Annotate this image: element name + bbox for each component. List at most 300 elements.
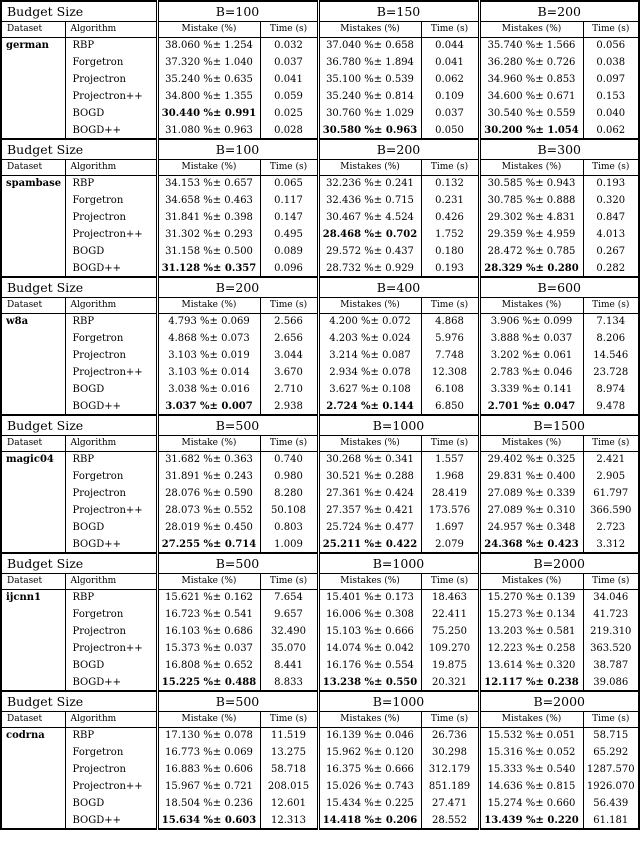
mistake-value: 2.701 %± 0.047 <box>479 398 583 415</box>
budget-value-cell: B=200 <box>318 139 479 159</box>
mistake-value: 35.100 %± 0.539 <box>318 71 421 88</box>
mistakes-header: Mistakes (%) <box>479 711 583 727</box>
time-value: 38.787 <box>583 657 639 674</box>
column-header-row <box>1 21 639 37</box>
mistake-value: 30.440 %± 0.991 <box>157 105 260 122</box>
time-header: Time (s) <box>583 711 639 727</box>
time-value: 0.041 <box>260 71 318 88</box>
mistake-value: 30.580 %± 0.963 <box>318 122 421 139</box>
time-header: Time (s) <box>260 21 318 37</box>
time-value: 22.411 <box>421 606 479 623</box>
mistake-value: 34.658 %± 0.463 <box>157 192 260 209</box>
time-header: Time (s) <box>421 21 479 37</box>
column-header-row <box>1 573 639 589</box>
mistake-value: 12.223 %± 0.258 <box>479 640 583 657</box>
mistake-value: 15.225 %± 0.488 <box>157 674 260 691</box>
budget-value-cell: B=200 <box>479 1 639 21</box>
mistake-value: 4.200 %± 0.072 <box>318 313 421 330</box>
mistake-value: 29.572 %± 0.437 <box>318 243 421 260</box>
time-value: 0.040 <box>583 105 639 122</box>
time-value: 9.478 <box>583 398 639 415</box>
time-value: 0.147 <box>260 209 318 226</box>
mistake-value: 25.211 %± 0.422 <box>318 536 421 553</box>
dataset-name: spambase <box>1 175 65 277</box>
time-value: 0.109 <box>421 88 479 105</box>
dataset-header: Dataset <box>1 21 65 37</box>
time-header: Time (s) <box>260 711 318 727</box>
mistake-value: 3.103 %± 0.014 <box>157 364 260 381</box>
mistake-value: 4.868 %± 0.073 <box>157 330 260 347</box>
time-value: 2.566 <box>260 313 318 330</box>
time-value: 851.189 <box>421 778 479 795</box>
budget-size-row <box>1 139 639 159</box>
mistakes-header: Mistakes (%) <box>479 297 583 313</box>
time-value: 35.070 <box>260 640 318 657</box>
time-value: 27.471 <box>421 795 479 812</box>
mistake-value: 4.203 %± 0.024 <box>318 330 421 347</box>
algorithm-row <box>1 105 639 122</box>
mistakes-header: Mistakes (%) <box>318 573 421 589</box>
algorithm-name: RBP <box>65 727 157 744</box>
mistake-value: 3.627 %± 0.108 <box>318 381 421 398</box>
time-value: 75.250 <box>421 623 479 640</box>
mistake-value: 15.316 %± 0.052 <box>479 744 583 761</box>
budget-size-label: Budget Size <box>1 691 157 711</box>
mistakes-header: Mistakes (%) <box>318 711 421 727</box>
algorithm-row <box>1 536 639 553</box>
mistake-value: 28.732 %± 0.929 <box>318 260 421 277</box>
time-value: 13.275 <box>260 744 318 761</box>
column-header-row <box>1 711 639 727</box>
time-value: 8.280 <box>260 485 318 502</box>
budget-value-cell: B=150 <box>318 1 479 21</box>
mistake-value: 29.402 %± 0.325 <box>479 451 583 468</box>
algorithm-name: Forgetron <box>65 468 157 485</box>
time-header: Time (s) <box>260 297 318 313</box>
mistakes-header: Mistakes (%) <box>318 159 421 175</box>
algorithm-name: BOGD++ <box>65 398 157 415</box>
mistake-value: 30.467 %± 4.524 <box>318 209 421 226</box>
mistake-value: 25.724 %± 0.477 <box>318 519 421 536</box>
mistake-value: 2.934 %± 0.078 <box>318 364 421 381</box>
mistake-value: 3.202 %± 0.061 <box>479 347 583 364</box>
time-value: 366.590 <box>583 502 639 519</box>
time-header: Time (s) <box>421 159 479 175</box>
dataset-header: Dataset <box>1 159 65 175</box>
mistake-value: 16.773 %± 0.069 <box>157 744 260 761</box>
algorithm-row <box>1 761 639 778</box>
algorithm-header: Algorithm <box>65 21 157 37</box>
time-value: 4.868 <box>421 313 479 330</box>
time-header: Time (s) <box>421 435 479 451</box>
mistake-value: 30.785 %± 0.888 <box>479 192 583 209</box>
dataset-header: Dataset <box>1 297 65 313</box>
mistake-value: 16.139 %± 0.046 <box>318 727 421 744</box>
algorithm-row <box>1 209 639 226</box>
time-value: 208.015 <box>260 778 318 795</box>
budget-size-label: Budget Size <box>1 1 157 21</box>
time-value: 2.656 <box>260 330 318 347</box>
time-value: 2.905 <box>583 468 639 485</box>
time-value: 0.028 <box>260 122 318 139</box>
algorithm-name: Projectron++ <box>65 226 157 243</box>
time-value: 1.968 <box>421 468 479 485</box>
algorithm-row <box>1 795 639 812</box>
time-value: 3.044 <box>260 347 318 364</box>
mistake-value: 30.200 %± 1.054 <box>479 122 583 139</box>
mistakes-header: Mistakes (%) <box>479 159 583 175</box>
algorithm-row <box>1 192 639 209</box>
mistake-value: 30.521 %± 0.288 <box>318 468 421 485</box>
time-value: 0.180 <box>421 243 479 260</box>
mistake-value: 28.472 %± 0.785 <box>479 243 583 260</box>
budget-size-row <box>1 691 639 711</box>
mistakes-header: Mistakes (%) <box>318 21 421 37</box>
time-value: 3.312 <box>583 536 639 553</box>
algorithm-name: BOGD++ <box>65 812 157 829</box>
time-value: 12.601 <box>260 795 318 812</box>
algorithm-name: BOGD <box>65 519 157 536</box>
mistake-value: 13.439 %± 0.220 <box>479 812 583 829</box>
time-value: 1.009 <box>260 536 318 553</box>
time-value: 12.308 <box>421 364 479 381</box>
mistake-value: 28.076 %± 0.590 <box>157 485 260 502</box>
time-value: 0.025 <box>260 105 318 122</box>
mistake-value: 2.724 %± 0.144 <box>318 398 421 415</box>
time-value: 41.723 <box>583 606 639 623</box>
mistakes-header: Mistake (%) <box>157 159 260 175</box>
budget-value-cell: B=100 <box>157 139 318 159</box>
algorithm-row <box>1 88 639 105</box>
time-value: 30.298 <box>421 744 479 761</box>
budget-size-row <box>1 1 639 21</box>
mistake-value: 34.960 %± 0.853 <box>479 71 583 88</box>
time-value: 0.980 <box>260 468 318 485</box>
mistake-value: 15.026 %± 0.743 <box>318 778 421 795</box>
time-value: 56.439 <box>583 795 639 812</box>
mistake-value: 31.302 %± 0.293 <box>157 226 260 243</box>
algorithm-name: Forgetron <box>65 330 157 347</box>
time-value: 9.657 <box>260 606 318 623</box>
algorithm-row <box>1 606 639 623</box>
time-value: 312.179 <box>421 761 479 778</box>
mistake-value: 30.540 %± 0.559 <box>479 105 583 122</box>
mistake-value: 35.240 %± 0.814 <box>318 88 421 105</box>
time-value: 0.089 <box>260 243 318 260</box>
algorithm-row <box>1 364 639 381</box>
time-value: 34.046 <box>583 589 639 606</box>
time-value: 14.546 <box>583 347 639 364</box>
algorithm-name: BOGD <box>65 795 157 812</box>
time-header: Time (s) <box>260 573 318 589</box>
time-value: 26.736 <box>421 727 479 744</box>
time-value: 0.193 <box>421 260 479 277</box>
mistakes-header: Mistakes (%) <box>479 573 583 589</box>
column-header-row <box>1 435 639 451</box>
time-value: 109.270 <box>421 640 479 657</box>
time-header: Time (s) <box>260 159 318 175</box>
time-value: 0.803 <box>260 519 318 536</box>
column-header-row <box>1 159 639 175</box>
mistake-value: 27.089 %± 0.339 <box>479 485 583 502</box>
time-value: 8.206 <box>583 330 639 347</box>
budget-value-cell: B=500 <box>157 415 318 435</box>
mistakes-header: Mistake (%) <box>157 21 260 37</box>
dataset-name: ijcnn1 <box>1 589 65 691</box>
time-header: Time (s) <box>421 297 479 313</box>
dataset-header: Dataset <box>1 435 65 451</box>
mistake-value: 3.906 %± 0.099 <box>479 313 583 330</box>
mistake-value: 12.117 %± 0.238 <box>479 674 583 691</box>
time-value: 1.557 <box>421 451 479 468</box>
budget-size-label: Budget Size <box>1 139 157 159</box>
time-value: 0.117 <box>260 192 318 209</box>
algorithm-row <box>1 451 639 468</box>
time-value: 2.938 <box>260 398 318 415</box>
budget-size-row <box>1 553 639 573</box>
algorithm-row <box>1 485 639 502</box>
time-value: 0.231 <box>421 192 479 209</box>
budget-value-cell: B=600 <box>479 277 639 297</box>
mistake-value: 15.273 %± 0.134 <box>479 606 583 623</box>
mistake-value: 35.240 %± 0.635 <box>157 71 260 88</box>
mistake-value: 17.130 %± 0.078 <box>157 727 260 744</box>
mistake-value: 30.585 %± 0.943 <box>479 175 583 192</box>
mistake-value: 14.074 %± 0.042 <box>318 640 421 657</box>
algorithm-name: Forgetron <box>65 192 157 209</box>
algorithm-row <box>1 54 639 71</box>
algorithm-header: Algorithm <box>65 297 157 313</box>
budget-size-label: Budget Size <box>1 415 157 435</box>
mistake-value: 32.436 %± 0.715 <box>318 192 421 209</box>
algorithm-row <box>1 226 639 243</box>
time-value: 0.320 <box>583 192 639 209</box>
algorithm-header: Algorithm <box>65 711 157 727</box>
algorithm-name: BOGD <box>65 381 157 398</box>
algorithm-name: Forgetron <box>65 54 157 71</box>
mistake-value: 36.280 %± 0.726 <box>479 54 583 71</box>
time-value: 2.079 <box>421 536 479 553</box>
time-value: 61.181 <box>583 812 639 829</box>
time-value: 0.050 <box>421 122 479 139</box>
mistakes-header: Mistake (%) <box>157 573 260 589</box>
time-value: 2.421 <box>583 451 639 468</box>
mistake-value: 13.614 %± 0.320 <box>479 657 583 674</box>
algorithm-name: BOGD++ <box>65 536 157 553</box>
time-value: 3.670 <box>260 364 318 381</box>
algorithm-name: Projectron++ <box>65 502 157 519</box>
time-value: 5.976 <box>421 330 479 347</box>
mistake-value: 16.006 %± 0.308 <box>318 606 421 623</box>
mistake-value: 3.214 %± 0.087 <box>318 347 421 364</box>
mistake-value: 29.302 %± 4.831 <box>479 209 583 226</box>
algorithm-row <box>1 468 639 485</box>
mistake-value: 13.203 %± 0.581 <box>479 623 583 640</box>
time-value: 1.697 <box>421 519 479 536</box>
algorithm-row <box>1 313 639 330</box>
algorithm-name: RBP <box>65 313 157 330</box>
algorithm-row <box>1 37 639 54</box>
algorithm-row <box>1 623 639 640</box>
algorithm-name: Projectron++ <box>65 88 157 105</box>
mistake-value: 15.621 %± 0.162 <box>157 589 260 606</box>
mistake-value: 13.238 %± 0.550 <box>318 674 421 691</box>
mistake-value: 3.037 %± 0.007 <box>157 398 260 415</box>
mistake-value: 15.274 %± 0.660 <box>479 795 583 812</box>
mistake-value: 2.783 %± 0.046 <box>479 364 583 381</box>
time-value: 0.059 <box>260 88 318 105</box>
dataset-name: german <box>1 37 65 139</box>
mistake-value: 27.255 %± 0.714 <box>157 536 260 553</box>
time-header: Time (s) <box>583 573 639 589</box>
algorithm-row <box>1 260 639 277</box>
algorithm-name: RBP <box>65 175 157 192</box>
time-value: 1287.570 <box>583 761 639 778</box>
algorithm-name: Projectron <box>65 347 157 364</box>
time-header: Time (s) <box>583 159 639 175</box>
time-value: 0.097 <box>583 71 639 88</box>
algorithm-row <box>1 122 639 139</box>
time-value: 0.495 <box>260 226 318 243</box>
algorithm-header: Algorithm <box>65 573 157 589</box>
time-value: 0.132 <box>421 175 479 192</box>
budget-value-cell: B=500 <box>157 553 318 573</box>
time-value: 8.974 <box>583 381 639 398</box>
mistake-value: 15.967 %± 0.721 <box>157 778 260 795</box>
algorithm-row <box>1 502 639 519</box>
algorithm-header: Algorithm <box>65 435 157 451</box>
mistake-value: 37.320 %± 1.040 <box>157 54 260 71</box>
budget-value-cell: B=500 <box>157 691 318 711</box>
time-value: 0.426 <box>421 209 479 226</box>
mistake-value: 3.038 %± 0.016 <box>157 381 260 398</box>
mistake-value: 31.158 %± 0.500 <box>157 243 260 260</box>
time-value: 0.032 <box>260 37 318 54</box>
time-value: 6.108 <box>421 381 479 398</box>
time-value: 1.752 <box>421 226 479 243</box>
algorithm-name: Forgetron <box>65 606 157 623</box>
mistake-value: 28.019 %± 0.450 <box>157 519 260 536</box>
time-value: 0.062 <box>421 71 479 88</box>
budget-value-cell: B=200 <box>157 277 318 297</box>
mistake-value: 31.891 %± 0.243 <box>157 468 260 485</box>
time-value: 61.797 <box>583 485 639 502</box>
algorithm-name: BOGD++ <box>65 122 157 139</box>
algorithm-row <box>1 347 639 364</box>
mistake-value: 31.080 %± 0.963 <box>157 122 260 139</box>
mistakes-header: Mistake (%) <box>157 297 260 313</box>
mistake-value: 3.103 %± 0.019 <box>157 347 260 364</box>
mistakes-header: Mistakes (%) <box>479 21 583 37</box>
mistake-value: 34.600 %± 0.671 <box>479 88 583 105</box>
mistake-value: 15.434 %± 0.225 <box>318 795 421 812</box>
time-value: 28.552 <box>421 812 479 829</box>
time-value: 8.441 <box>260 657 318 674</box>
mistake-value: 27.361 %± 0.424 <box>318 485 421 502</box>
mistake-value: 30.268 %± 0.341 <box>318 451 421 468</box>
mistakes-header: Mistakes (%) <box>479 435 583 451</box>
time-value: 0.056 <box>583 37 639 54</box>
mistake-value: 15.401 %± 0.173 <box>318 589 421 606</box>
mistake-value: 15.270 %± 0.139 <box>479 589 583 606</box>
mistake-value: 31.682 %± 0.363 <box>157 451 260 468</box>
mistake-value: 15.103 %± 0.666 <box>318 623 421 640</box>
time-value: 8.833 <box>260 674 318 691</box>
mistake-value: 28.329 %± 0.280 <box>479 260 583 277</box>
time-value: 18.463 <box>421 589 479 606</box>
mistake-value: 38.060 %± 1.254 <box>157 37 260 54</box>
budget-value-cell: B=300 <box>479 139 639 159</box>
time-value: 28.419 <box>421 485 479 502</box>
budget-size-label: Budget Size <box>1 553 157 573</box>
time-value: 32.490 <box>260 623 318 640</box>
time-value: 11.519 <box>260 727 318 744</box>
algorithm-name: RBP <box>65 589 157 606</box>
time-value: 50.108 <box>260 502 318 519</box>
time-value: 12.313 <box>260 812 318 829</box>
time-value: 1926.070 <box>583 778 639 795</box>
budget-value-cell: B=400 <box>318 277 479 297</box>
algorithm-name: BOGD <box>65 243 157 260</box>
mistake-value: 31.841 %± 0.398 <box>157 209 260 226</box>
time-value: 58.715 <box>583 727 639 744</box>
dataset-header: Dataset <box>1 711 65 727</box>
algorithm-row <box>1 778 639 795</box>
budget-value-cell: B=2000 <box>479 691 639 711</box>
time-value: 0.153 <box>583 88 639 105</box>
time-value: 4.013 <box>583 226 639 243</box>
time-value: 58.718 <box>260 761 318 778</box>
budget-value-cell: B=1500 <box>479 415 639 435</box>
algorithm-row <box>1 381 639 398</box>
algorithm-row <box>1 812 639 829</box>
mistake-value: 14.636 %± 0.815 <box>479 778 583 795</box>
algorithm-name: Projectron <box>65 209 157 226</box>
time-header: Time (s) <box>421 573 479 589</box>
algorithm-name: BOGD <box>65 657 157 674</box>
mistake-value: 27.089 %± 0.310 <box>479 502 583 519</box>
time-value: 0.044 <box>421 37 479 54</box>
mistakes-header: Mistake (%) <box>157 711 260 727</box>
column-header-row <box>1 297 639 313</box>
dataset-name: magic04 <box>1 451 65 553</box>
time-value: 0.062 <box>583 122 639 139</box>
algorithm-name: Projectron++ <box>65 778 157 795</box>
time-value: 0.847 <box>583 209 639 226</box>
time-value: 0.038 <box>583 54 639 71</box>
mistake-value: 28.468 %± 0.702 <box>318 226 421 243</box>
time-header: Time (s) <box>583 21 639 37</box>
mistakes-header: Mistakes (%) <box>318 297 421 313</box>
mistake-value: 32.236 %± 0.241 <box>318 175 421 192</box>
time-header: Time (s) <box>421 711 479 727</box>
time-value: 363.520 <box>583 640 639 657</box>
mistake-value: 15.634 %± 0.603 <box>157 812 260 829</box>
mistake-value: 14.418 %± 0.206 <box>318 812 421 829</box>
time-value: 6.850 <box>421 398 479 415</box>
budget-size-row <box>1 277 639 297</box>
budget-value-cell: B=1000 <box>318 553 479 573</box>
time-value: 0.282 <box>583 260 639 277</box>
mistake-value: 24.957 %± 0.348 <box>479 519 583 536</box>
mistake-value: 35.740 %± 1.566 <box>479 37 583 54</box>
algorithm-name: Forgetron <box>65 744 157 761</box>
budget-value-cell: B=1000 <box>318 691 479 711</box>
time-value: 0.267 <box>583 243 639 260</box>
mistake-value: 30.760 %± 1.029 <box>318 105 421 122</box>
algorithm-row <box>1 589 639 606</box>
time-value: 39.086 <box>583 674 639 691</box>
